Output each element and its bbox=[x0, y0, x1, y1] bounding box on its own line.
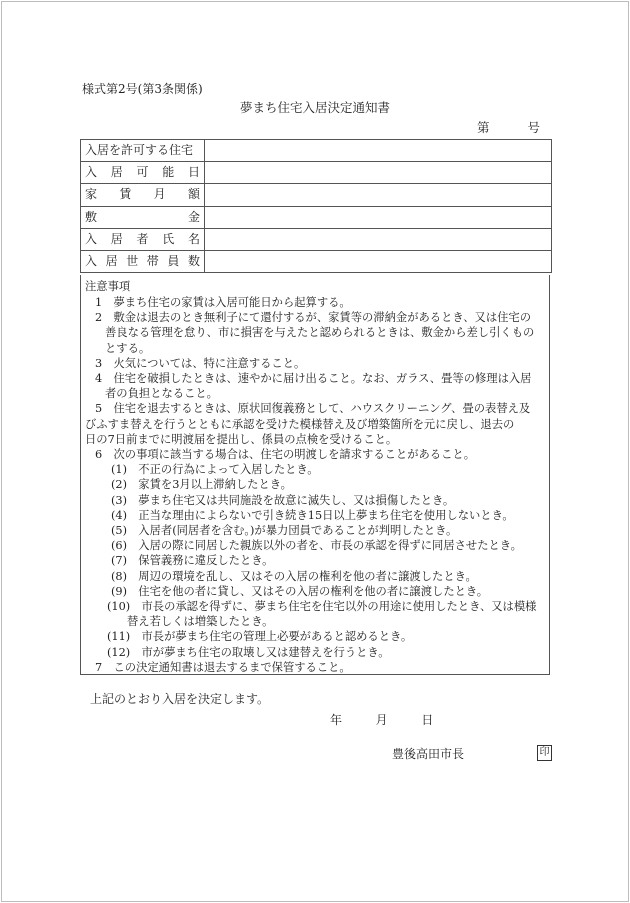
table-row bbox=[81, 184, 551, 206]
note-line: (7) 保管義務に違反したとき。 bbox=[111, 554, 274, 568]
note-line: とする。 bbox=[105, 341, 151, 355]
note-line: 善良なる管理を怠り、市に損害を与えたと認められるときは、敷金から差し引くもの bbox=[105, 326, 535, 340]
note-line: (1) 不正の行為によって入居したとき。 bbox=[111, 463, 319, 477]
note-line: 1 夢まち住宅の家賃は入居可能日から起算する。 bbox=[95, 296, 351, 309]
row-value-field[interactable] bbox=[205, 229, 551, 250]
document-number bbox=[477, 118, 540, 136]
table-row bbox=[81, 162, 551, 184]
table-row bbox=[81, 140, 551, 162]
note-line: 者の負担となること。 bbox=[105, 387, 218, 401]
row-label: 入 居 世 帯 員 数 bbox=[81, 251, 205, 272]
row-label: 入 居 可 能 日 bbox=[81, 162, 205, 183]
year-label: 年 bbox=[330, 713, 343, 727]
document-title: 夢まち住宅入居決定通知書 bbox=[239, 100, 390, 115]
note-line: 替え若しくは増築したとき。 bbox=[127, 615, 274, 629]
note-line: (8) 周辺の環境を乱し、又はその入居の権利を他の者に譲渡したとき。 bbox=[111, 569, 477, 583]
note-line: (10) 市長の承認を得ずに、夢まち住宅を住宅以外の用途に使用したとき、又は模様 bbox=[107, 600, 537, 613]
notes-section bbox=[80, 275, 550, 675]
note-line: (5) 入居者(同居者を含む。)が暴力団員であることが判明したとき。 bbox=[111, 524, 458, 537]
note-line: 5 住宅を退去するときは、原状回復義務として、ハウスクリーニング、畳の表替え及 bbox=[95, 402, 531, 416]
form-number: 様式第2号(第3条関係) bbox=[82, 82, 203, 96]
table-row bbox=[81, 207, 551, 229]
note-line: びふすま替えを行うとともに承認を受けた模様替え及び増築箇所を元に戻し、退去の bbox=[85, 417, 515, 431]
note-line: 3 火気については、特に注意すること。 bbox=[95, 356, 306, 370]
table-row bbox=[81, 229, 551, 251]
month-label: 月 bbox=[375, 713, 388, 727]
note-line: 7 この決定通知書は退去するまで保管すること。 bbox=[95, 660, 351, 674]
note-line: 日の7日前までに明渡届を提出し、係員の点検を受けること。 bbox=[85, 432, 398, 446]
row-value-field[interactable] bbox=[205, 140, 551, 161]
note-line: (9) 住宅を他の者に貸し、又はその入居の権利を他の者に譲渡したとき。 bbox=[111, 584, 489, 598]
table-row bbox=[81, 251, 551, 272]
number-suffix: 号 bbox=[527, 120, 540, 135]
row-label: 家 賃 月 額 bbox=[81, 184, 205, 205]
note-line: (11) 市長が夢まち住宅の管理上必要があると認めるとき。 bbox=[107, 630, 413, 644]
date-line bbox=[330, 711, 433, 728]
note-line: (4) 正当な理由によらないで引き続き15日以上夢まち住宅を使用しないとき。 bbox=[111, 508, 514, 522]
row-label: 入 居 者 氏 名 bbox=[81, 229, 205, 250]
conclusion-text: 上記のとおり入居を決定します。 bbox=[90, 692, 270, 706]
row-value-field[interactable] bbox=[205, 184, 551, 205]
number-prefix: 第 bbox=[476, 120, 490, 135]
notes-heading: 注意事項 bbox=[85, 280, 131, 293]
row-label: 入居を許可する住宅 bbox=[81, 140, 205, 161]
note-line: 2 敷金は退去のとき無利子にて還付するが、家賃等の滞納金があるとき、又は住宅の bbox=[95, 311, 532, 325]
row-value-field[interactable] bbox=[205, 162, 551, 183]
day-label: 日 bbox=[421, 713, 434, 727]
row-label: 敷 金 bbox=[81, 207, 205, 228]
info-table bbox=[80, 139, 552, 273]
mayor-title: 豊後高田市長 bbox=[392, 747, 465, 761]
note-line: 6 次の事項に該当する場合は、住宅の明渡しを請求することがあること。 bbox=[95, 448, 475, 461]
seal-mark: 印 bbox=[537, 745, 552, 761]
note-line: (12) 市が夢まち住宅の取壊し又は建替えを行うとき。 bbox=[107, 645, 390, 659]
row-value-field[interactable] bbox=[205, 207, 551, 228]
note-line: (2) 家賃を3月以上滞納したとき。 bbox=[111, 478, 292, 492]
note-line: 4 住宅を破損したときは、速やかに届け出ること。なお、ガラス、畳等の修理は入居 bbox=[95, 372, 532, 385]
note-line: (6) 入居の際に同居した親族以外の者を、市長の承認を得ずに同居させたとき。 bbox=[111, 539, 522, 553]
note-line: (3) 夢まち住宅又は共同施設を故意に滅失し、又は損傷したとき。 bbox=[111, 493, 455, 507]
row-value-field[interactable] bbox=[205, 251, 551, 272]
